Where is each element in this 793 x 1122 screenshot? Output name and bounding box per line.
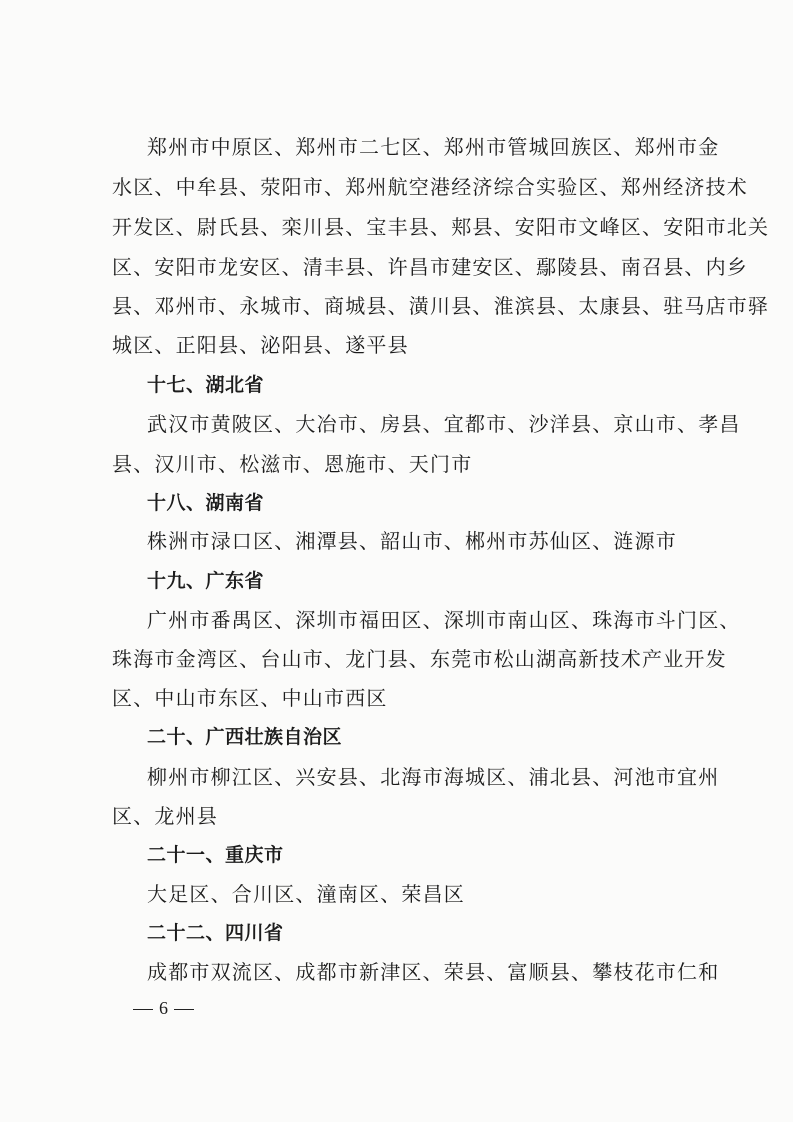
text-line: 城区、正阳县、泌阳县、遂平县 <box>112 333 409 357</box>
text-line: 大足区、合川区、潼南区、荣昌区 <box>147 882 465 906</box>
text-line: 广州市番禺区、深圳市福田区、深圳市南山区、珠海市斗门区、 <box>147 608 741 632</box>
section-heading-guangxi: 二十、广西壮族自治区 <box>147 726 343 748</box>
text-line: 县、汉川市、松滋市、恩施市、天门市 <box>112 452 473 476</box>
text-line: 成都市双流区、成都市新津区、荣县、富顺县、攀枝花市仁和 <box>147 960 720 984</box>
section-heading-chongqing: 二十一、重庆市 <box>147 844 284 866</box>
text-line: 区、龙州县 <box>112 804 218 828</box>
text-line: 区、安阳市龙安区、清丰县、许昌市建安区、鄢陵县、南召县、内乡 <box>112 255 748 279</box>
text-line: 开发区、尉氏县、栾川县、宝丰县、郏县、安阳市文峰区、安阳市北关 <box>112 215 770 239</box>
page-number-value: 6 <box>159 998 168 1018</box>
page-number <box>127 998 200 1019</box>
text-line: 区、中山市东区、中山市西区 <box>112 686 388 710</box>
text-line: 水区、中牟县、荥阳市、郑州航空港经济综合实验区、郑州经济技术 <box>112 175 748 199</box>
dash-decoration <box>133 1009 153 1010</box>
text-line: 武汉市黄陂区、大冶市、房县、宜都市、沙洋县、京山市、孝昌 <box>147 412 741 436</box>
text-line: 柳州市柳江区、兴安县、北海市海城区、浦北县、河池市宜州 <box>147 765 720 789</box>
text-line: 郑州市中原区、郑州市二七区、郑州市管城回族区、郑州市金 <box>147 135 720 159</box>
text-line: 珠海市金湾区、台山市、龙门县、东莞市松山湖高新技术产业开发 <box>112 647 727 671</box>
section-heading-hunan: 十八、湖南省 <box>147 492 265 514</box>
text-line: 县、邓州市、永城市、商城县、潢川县、淮滨县、太康县、驻马店市驿 <box>112 294 770 318</box>
section-heading-guangdong: 十九、广东省 <box>147 570 265 592</box>
section-heading-sichuan: 二十二、四川省 <box>147 922 284 944</box>
section-heading-hubei: 十七、湖北省 <box>147 374 265 396</box>
text-line: 株洲市渌口区、湘潭县、韶山市、郴州市苏仙区、涟源市 <box>147 529 677 553</box>
dash-decoration <box>174 1009 194 1010</box>
